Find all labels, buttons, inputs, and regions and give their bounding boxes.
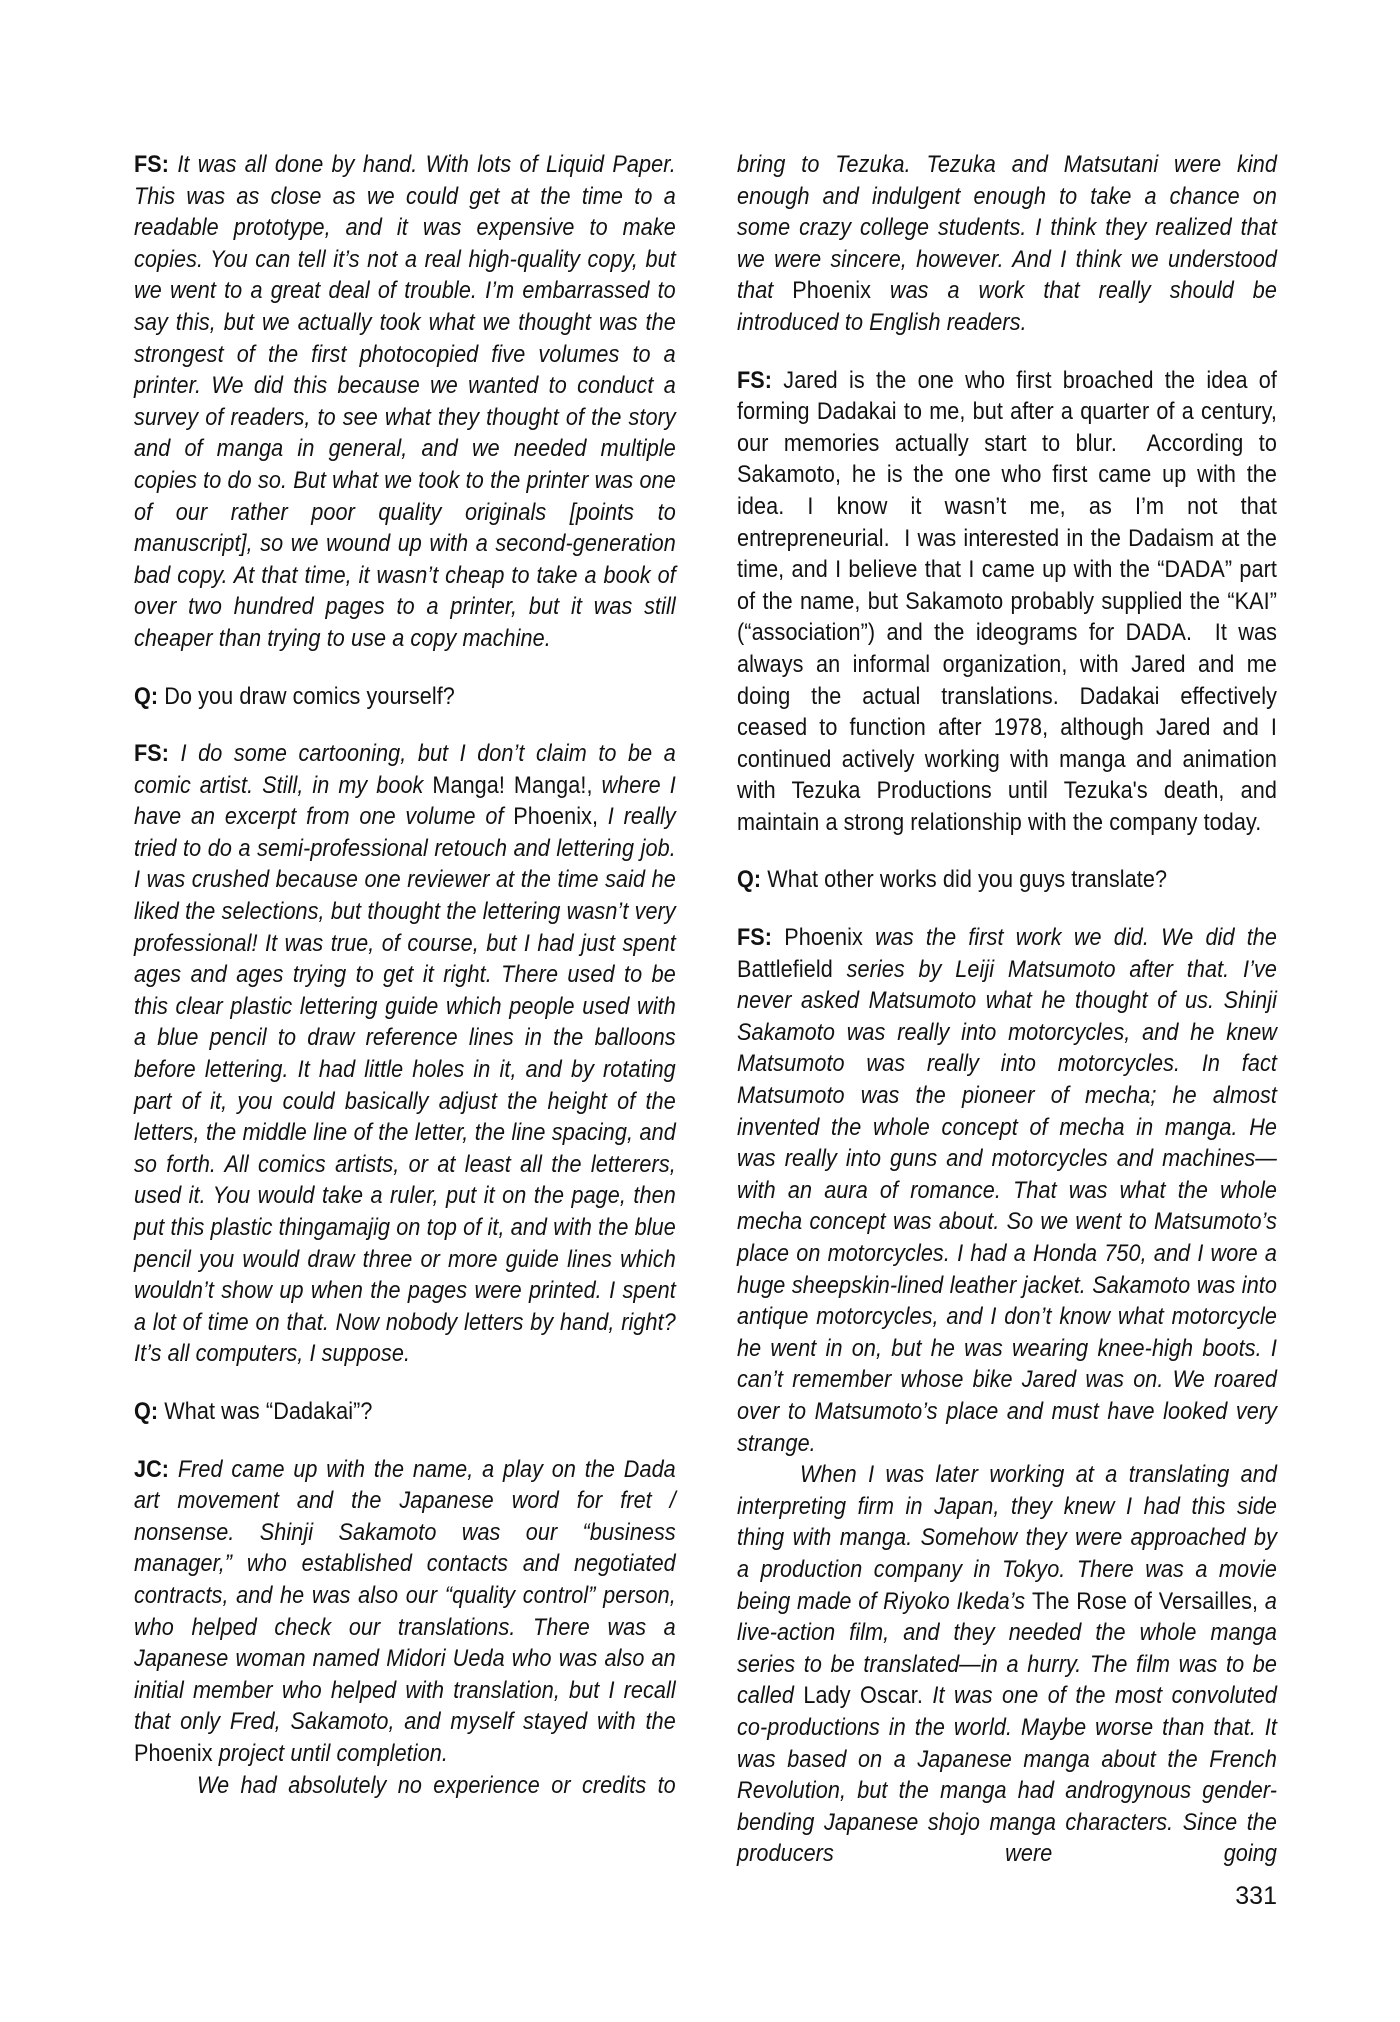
speaker-label: JC: (134, 1455, 178, 1483)
answer-paragraph (134, 1770, 676, 1802)
text-segment: Phoenix, (513, 803, 599, 831)
question-paragraph (737, 864, 1277, 896)
text-segment: Jared is the one who first broached the idea of forming Dadakai to me, but after a quarter of a century, our memories actually start to blur. According to Sakamoto, he is the one who first came up with the idea. I know it wasn’t me, as I’m not that entrepreneurial. I was interested in the Dadaism at the time, and I believe that I came up with the “DADA” part of the name, but Sakamoto probably supplied the “KAI” (“association”) and the ideograms for DADA. It was always an informal organization, with Jared and me doing the actual translations. Dadakai effectively ceased to function after 1978, although Jared and I continued actively working with manga and animation with Tezuka Productions until Tezuka's death, and maintain a strong relationship with the company today. (737, 366, 1277, 836)
speaker-label: FS: (134, 740, 181, 768)
text-segment: was a work that really should be introduced to English readers. (737, 277, 1277, 336)
text-segment: The Rose of Versailles, (1031, 1587, 1259, 1615)
text-segment: I really tried to do a semi-professional retouch and lettering job. I was crushed because one reviewer at the time said he liked the selections, but thought the lettering wasn’t very professional! It was true, of course, but I had just spent ages and ages trying to get it right. There used to be this clear plastic lettering guide which people used with a blue pencil to draw reference lines in the balloons before lettering. It had little holes in it, and by rotating part of it, you could basically adjust the height of the letters, the middle line of the letter, the line spacing, and so forth. All comics artists, or at least all the letterers, used it. You would take a ruler, put it on the page, then put this plastic thingamajig on top of it, and with the blue pencil you would draw three or more guide lines which wouldn’t show up when the pages were printed. I spent a lot of time on that. Now nobody letters by hand, right? It’s all computers, I suppose. (134, 803, 676, 1368)
text-segment: I do some cartooning, but I don’t claim to be a comic artist. Still, in my book (134, 740, 676, 799)
speaker-label: Q: (134, 682, 165, 710)
text-segment: bring to Tezuka. Tezuka and Matsutani were kind enough and indulgent enough to take a chance on some crazy college students. I think they realized that we were sincere, however. And I think we understood that (737, 151, 1277, 305)
text-segment: Phoenix (134, 1739, 213, 1767)
answer-paragraph (134, 1454, 676, 1770)
text-segment: Phoenix (784, 924, 876, 952)
answer-paragraph (134, 738, 676, 1370)
speaker-label: FS: (737, 366, 784, 394)
page-number: 331 (1235, 1882, 1277, 1910)
text-segment: It was one of the most convoluted co-productions in the world. Maybe worse than that. It was based on a Japanese manga about the French Revolution, but the manga had androgynous gender-bending Japanese shojo manga characters. Since the producers were going (737, 1682, 1278, 1868)
text-segment: Do you draw comics yourself? (164, 682, 455, 710)
text-segment: was the first work we did. We did the (875, 924, 1277, 952)
text-segment: When I was later working at a translating and interpreting firm in Japan, they knew I had this side thing with manga. Somehow they were approached by a production company in Tokyo. There was a movie being made of Riyoko Ikeda’s (737, 1461, 1277, 1615)
text-segment: Manga! Manga!, (432, 771, 593, 799)
speaker-label: Q: (737, 866, 768, 894)
column-left (134, 149, 676, 1801)
text-segment: series by Leiji Matsumoto after that. I’ve never asked Matsumoto what he thought of us. Shinji Sakamoto was really into motorcycles, and he knew Matsumoto was really into motorcycles. In fact Matsumoto was the pioneer of mecha; he almost invented the whole concept of mecha in manga. He was really into guns and motorcycles and machines—with an aura of romance. That was what the whole mecha concept was about. So we went to Matsumoto’s place on motorcycles. I had a Honda 750, and I wore a huge sheepskin-lined leather jacket. Sakamoto was into antique motorcycles, and I don’t know what motorcycle he went in on, but he was wearing knee-high boots. I can’t remember whose bike Jared was on. We roared over to Matsumoto’s place and must have looked very strange. (737, 955, 1277, 1457)
text-segment: where I have an excerpt from one volume of (134, 771, 676, 831)
answer-paragraph (737, 922, 1277, 1459)
column-right (737, 149, 1277, 1870)
speaker-label: Q: (134, 1397, 165, 1425)
question-paragraph (134, 1396, 676, 1428)
text-segment: What other works did you guys translate? (767, 866, 1168, 894)
answer-paragraph (134, 149, 676, 655)
text-segment: What was “Dadakai”? (164, 1397, 373, 1425)
question-paragraph (134, 681, 676, 713)
text-segment: We had absolutely no experience or credits to (197, 1771, 676, 1799)
answer-paragraph (737, 365, 1277, 839)
text-segment: project until completion. (212, 1739, 448, 1767)
answer-paragraph (737, 1459, 1277, 1870)
speaker-label: FS: (737, 924, 785, 952)
text-segment: It was all done by hand. With lots of Liquid Paper. This was as close as we could get at the time to a readable prototype, and it was expensive to make copies. You can tell it’s not a real high-quality copy, but we went to a great deal of trouble. I’m embarrassed to say this, but we actually took what we thought was the strongest of the first photocopied five volumes to a printer. We did this because we wanted to conduct a survey of readers, to see what they thought of the story and of manga in general, and we needed multiple copies to do so. But what we took to the printer was one of our rather poor quality originals [points to manuscript], so we wound up with a second-generation bad copy. At that time, it wasn’t cheap to take a book of over two hundred pages to a printer, but it was still cheaper than trying to use a copy machine. (134, 151, 676, 652)
text-segment: a live-action film, and they needed the whole manga series to be translated—in a hurry. The film was to be called (737, 1587, 1278, 1710)
speaker-label: FS: (134, 151, 178, 178)
answer-paragraph (737, 149, 1277, 339)
text-segment: Battlefield (737, 955, 847, 983)
text-segment: Fred came up with the name, a play on the Dada art movement and the Japanese word for fret / nonsense. Shinji Sakamoto was our “business manager,” who established contacts and negotiated contracts, and he was also our “quality control” person, who helped check our translations. There was a Japanese woman named Midori Ueda who was also an initial member who helped with translation, but I recall that only Fred, Sakamoto, and myself stayed with the (134, 1455, 676, 1736)
text-segment: Phoenix (792, 277, 871, 305)
text-segment: Lady Oscar. (803, 1682, 923, 1710)
